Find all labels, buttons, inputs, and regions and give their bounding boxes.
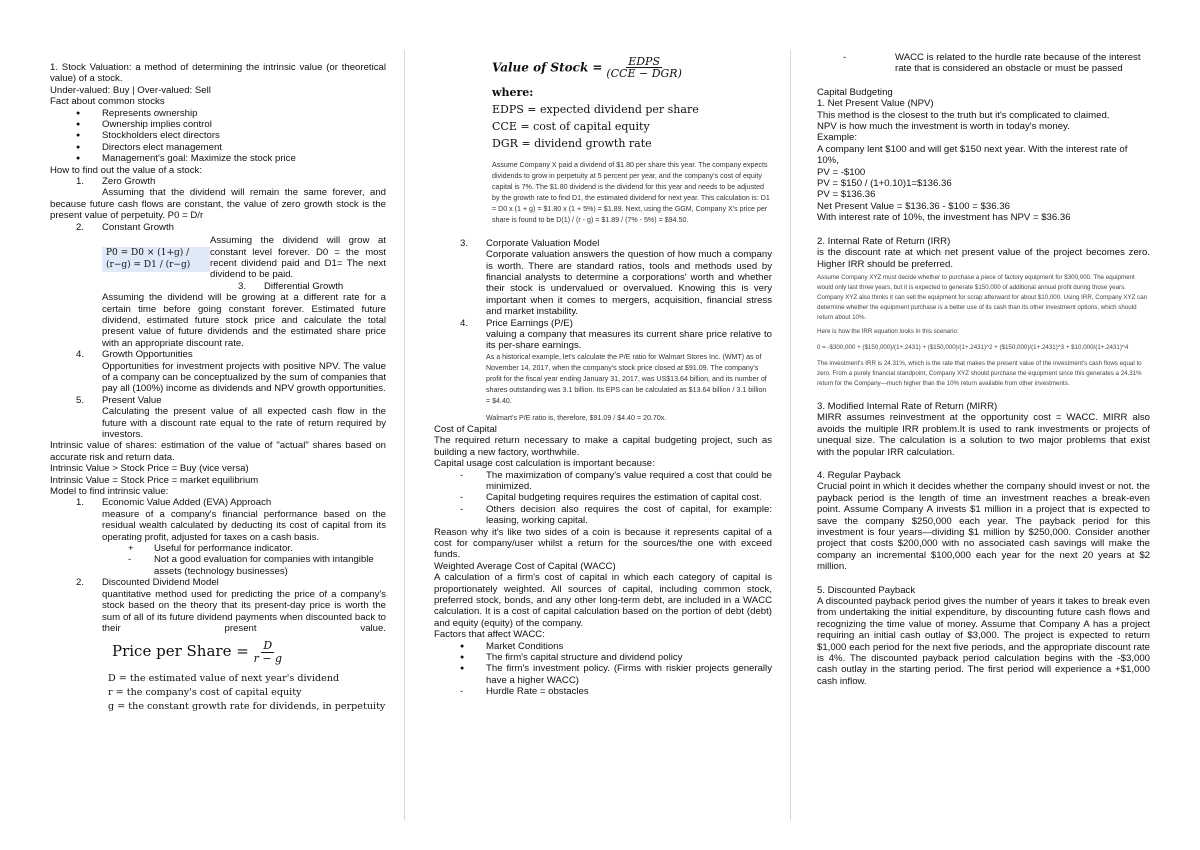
irr-title: 2. Internal Rate of Return (IRR) (817, 235, 951, 247)
where-label: where: (492, 85, 534, 99)
coin-text: Reason why it's like two sides of a coin is because it represents capital of a cost for company/user whilst a return for the sources/the one with exceed funds. (434, 526, 772, 561)
zero-growth-text: Assuming that the dividend will remain the same forever, and because future cash flows are constant, the value of zero growth stock is the present value of perpetuity. P0 = D/r (50, 187, 386, 222)
pe-heading: 4. Price Earnings (P/E) (460, 317, 573, 329)
eva-heading: 1. Economic Value Added (EVA) Approach (76, 497, 272, 509)
list-item: + Useful for performance indicator. (128, 543, 293, 555)
intro-text: 1. Stock Valuation: a method of determining the intrinsic value (or theoretical value) of a stock. (50, 62, 386, 85)
npv-line: PV = -$100 (817, 166, 866, 178)
npv-line: With interest rate of 10%, the investment has NPV = $36.36 (817, 212, 1071, 224)
zero-growth-heading: 1. Zero Growth (76, 176, 156, 188)
irr-text: is the discount rate at which net present value of the project becomes zero. Higher IRR should be preferred. (817, 247, 1150, 270)
definition-dgr: DGR = dividend growth rate (492, 136, 652, 150)
growth-opportunities-heading: 4. Growth Opportunities (76, 349, 193, 361)
list-item: - The maximization of company's value required a cost that could be minimized. (460, 469, 772, 492)
company-x-example: Assume Company X paid a dividend of $1.80 per share this year. The company expects dividends to grow in perpetuity at 5 percent per year, and the company's cost of equity capital is 7%. The $1.80 dividend is the dividend for this year and needs to be adjusted by the growth rate to find D1, the estimated dividend for next year. This calculation is: D1 = D0 x (1 + g) = $1.80 x (1 + 5%) = $1.89. Next, using the GGM, Company X's price per share is found to be D(1) / (r - g) = $1.89 / (7% - 5%) = $94.50. (492, 160, 770, 224)
irr-equation: 0 = -$300,000 + ($150,000)/(1+.2431) + ($150,000)/(1+.2431)^2 + ($150,000)/(1+.2431)^3 + $10,000/(1+.2431)^4 (817, 343, 1129, 351)
pe-text: valuing a company that measures its current share price relative to its per-share earnings. (486, 329, 772, 352)
constant-growth-heading: 2. Constant Growth (76, 221, 174, 233)
list-item: - WACC is related to the hurdle rate because of the interest rate that is considered an obstacle or must be passed (843, 52, 1141, 75)
capital-budgeting-title: Capital Budgeting (817, 86, 893, 98)
list-item: - Capital budgeting requires requires the estimation of capital cost. (460, 492, 762, 504)
cost-of-capital-title: Cost of Capital (434, 423, 497, 435)
list-item: ● Market Conditions (460, 640, 564, 652)
npv-line: A company lent $100 and will get $150 next year. With the interest rate of 10%, (817, 143, 1128, 167)
corporate-valuation-text: Corporate valuation answers the question of how much a company is worth. There are standard ratios, tools and methods used by financial analysts to determine a corporations' worth and whether their stock is undervalued or overvalued. Knowing this is very important when it comes to mergers, acquisition, financial stress and market instability. (486, 249, 772, 318)
constant-growth-formula: P0 = D0 × (1+g) / (r−g) = D1 / (r−g) (102, 247, 210, 272)
ddm-definitions (50, 672, 386, 714)
definition-edps: EDPS = expected dividend per share (492, 102, 699, 116)
mirr-title: 3. Modified Internal Rate of Return (MIRR) (817, 400, 998, 412)
walmart-example: As a historical example, let's calculate the P/E ratio for Walmart Stores Inc. (WMT) as of November 14, 2017, when the company's stock price closed at $91.09. The company's profit for the fiscal year ending January 31, 2017, was US$13.64 billion, and its number of shares outstanding was 3.1 billion. Its EPS can be calculated as $13.64 billion / 3.1 billion = $4.40. (486, 352, 767, 405)
intrinsic-text: Intrinsic value of shares: estimation of the value of "actual" shares based on accurate risk and return data. (50, 440, 386, 463)
model-title: Model to find intrinsic value: (50, 486, 169, 498)
discounted-payback-title: 5. Discounted Payback (817, 584, 916, 596)
list-item: ● The firm's capital structure and dividend policy (460, 652, 683, 663)
capital-usage-title: Capital usage cost calculation is important because: (434, 458, 655, 470)
definition-r: r = the company's cost of capital equity (108, 687, 302, 699)
present-value-heading: 5. Present Value (76, 394, 162, 406)
list-item: - Hurdle Rate = obstacles (460, 686, 589, 698)
column-3 (817, 52, 1150, 687)
definition-cce: CCE = cost of capital equity (492, 119, 650, 133)
irr-example-intro: Here is how the IRR equation looks in this scenario: (817, 327, 959, 335)
discounted-payback-text: A discounted payback period gives the number of years it takes to break even from undertaking the initial expenditure, by discounting future cash flows and recognizing the time value of money. Assume that Company A has a project requiring an initial cash outlay of $3,000. The project is expected to return $1,000 each period for the next five periods, and the appropriate discount rate is 4%. The discounted payback period calculation begins with the -$3,000 cash outlay in the starting period. The first period will experience a +$1,000 cash inflow. (817, 596, 1150, 687)
npv-title: 1. Net Present Value (NPV) (817, 98, 934, 110)
cost-of-capital-text: The required return necessary to make a capital budgeting project, such as building a new factory, worthwhile. (434, 435, 772, 458)
factors-title: Factors that affect WACC: (434, 629, 545, 641)
under-over-text: Under-valued: Buy | Over-valued: Sell (50, 84, 211, 96)
eva-text: measure of a company's financial performance based on the residual wealth calculated by deducting its cost of capital from its operating profit, adjusted for taxes on a cash basis. (102, 508, 386, 543)
walmart-result: Walmart's P/E ratio is, therefore, $91.09 / $4.40 = 20.70x. (486, 413, 667, 422)
list-item: ● Directors elect management (76, 141, 222, 153)
npv-line: NPV is how much the investment is worth in today's money. (817, 121, 1070, 133)
npv-line: This method is the closest to the truth but it's complicated to claimed. (817, 109, 1110, 121)
list-item: - Others decision also requires the cost of capital, for example: leasing, working capital. (460, 503, 772, 527)
facts-title: Fact about common stocks (50, 96, 165, 108)
ddm-heading: 2. Discounted Dividend Model (76, 577, 219, 589)
present-value-text: Calculating the present value of all expected cash flow in the future with a discount rate equal to the rate of return required by investors. (102, 406, 386, 440)
ddm-text: quantitative method used for predicting the price of a company's stock based on the theory that its present-day price is worth the sum of all of its future dividend payments when discounted back to their present value. (102, 588, 386, 634)
value-of-stock-formula: Value of Stock = $\frac{\text{EDPS}}{\text{(CCE − DGR)}}$ (492, 55, 682, 81)
list-item: ● Represents ownership (76, 107, 198, 119)
definition-g: g = the constant growth rate for dividends, in perpetuity (108, 701, 386, 713)
constant-growth-text: Assuming the dividend will grow at constant level forever. D0 = the most recent dividend paid and D1= The next dividend to be paid. (210, 235, 386, 281)
list-item: ● Management's goal: Maximize the stock price (76, 153, 296, 165)
column-divider-1 (404, 50, 405, 820)
corporate-valuation-heading: 3. Corporate Valuation Model (460, 237, 600, 249)
mirr-text: MIRR assumes reinvestment at the opportunity cost = WACC. MIRR also avoids the multiple IRR problem.It is used to rank investments or projects of unequal size. The calculation is a solution to two major problems that exist with the popular IRR calculation. (817, 412, 1150, 458)
constant-growth-block (50, 235, 386, 281)
regular-payback-text: Crucial point in which it decides whether the company should invest or not. the payback period is the length of time an investment reaches a break-even point. Assume Company A invests $1 million in a project that is expected to save the company $250,000 each year. The payback period for this investment is four years—dividing $1 million by $250,000. Consider another project that costs $200,000 with no associated cash savings will make the company an incremental $100,000 each year for the next 20 years at $2 million. (817, 481, 1150, 573)
list-item: - Not a good evaluation for companies with intangible assets (technology businesses) (128, 554, 374, 577)
how-title: How to find out the value of a stock: (50, 164, 202, 176)
intrinsic-buy: Intrinsic Value > Stock Price = Buy (vice versa) (50, 463, 249, 475)
column-divider-2 (790, 50, 791, 820)
npv-line: Example: (817, 132, 857, 144)
column-2 (434, 56, 772, 698)
vos-definitions (434, 84, 772, 152)
list-item: ● Stockholders elect directors (76, 130, 220, 142)
irr-conclusion: The investment's IRR is 24.31%, which is the rate that makes the present value of the investment's cash flows equal to zero. From a purely financial standpoint, Company XYZ should purchase the equipment since this generates a 24.31% return for the Company—much higher than the 10% return available from other investments. (817, 359, 1142, 387)
price-per-share-formula: Price per Share = $\frac{D}{r - g}$ (112, 639, 283, 665)
irr-example: Assume Company XYZ must decide whether to purchase a piece of factory equipment for $300,000. The equipment would only last three years, but it is expected to generate $150,000 of additional annual profit during those years. Company XYZ also thinks it can sell the equipment for scrap afterward for about $10,000. Using IRR, Company XYZ can determine whether the equipment purchase is a better use of its cash than its other investment options, which should return about 10%. (817, 273, 1148, 321)
growth-opportunities-text: Opportunities for investment projects with positive NPV. The value of a company can be conceptualized by the sum of companies that pay all (100%) income as dividends and NPV growth opportunities. (102, 360, 386, 395)
differential-growth-text: Assuming the dividend will be growing at a different rate for a certain time before going constant forever. Estimated future dividend, estimated future stock price and calculate the total present value of future dividends and the estimated share price with an appropriate discount rate. (102, 292, 386, 349)
intrinsic-equilibrium: Intrinsic Value = Stock Price = market equilibrium (50, 474, 259, 486)
regular-payback-title: 4. Regular Payback (817, 469, 901, 481)
definition-d: D = the estimated value of next year's dividend (108, 673, 340, 685)
npv-line: PV = $150 / (1+0.10)1=$136.36 (817, 178, 952, 190)
npv-line: PV = $136.36 (817, 189, 876, 201)
list-item: ● Ownership implies control (76, 119, 212, 131)
differential-growth-heading: 3. Differential Growth (238, 280, 344, 292)
npv-line: Net Present Value = $136.36 - $100 = $36.36 (817, 200, 1010, 212)
list-item: ● The firm's investment policy. (Firms with riskier projects generally have a higher WACC) (460, 663, 772, 686)
wacc-text: A calculation of a firm's cost of capital in which each category of capital is proportionately weighted. All sources of capital, including common stock, preferred stock, bonds, and any other long-term debt, are included in a WACC calculation. It is a cost of capital calculation based on the portion of debt (debt) and equity (equity) of the company. (434, 572, 772, 629)
column-1 (50, 62, 386, 714)
wacc-title: Weighted Average Cost of Capital (WACC) (434, 560, 616, 572)
